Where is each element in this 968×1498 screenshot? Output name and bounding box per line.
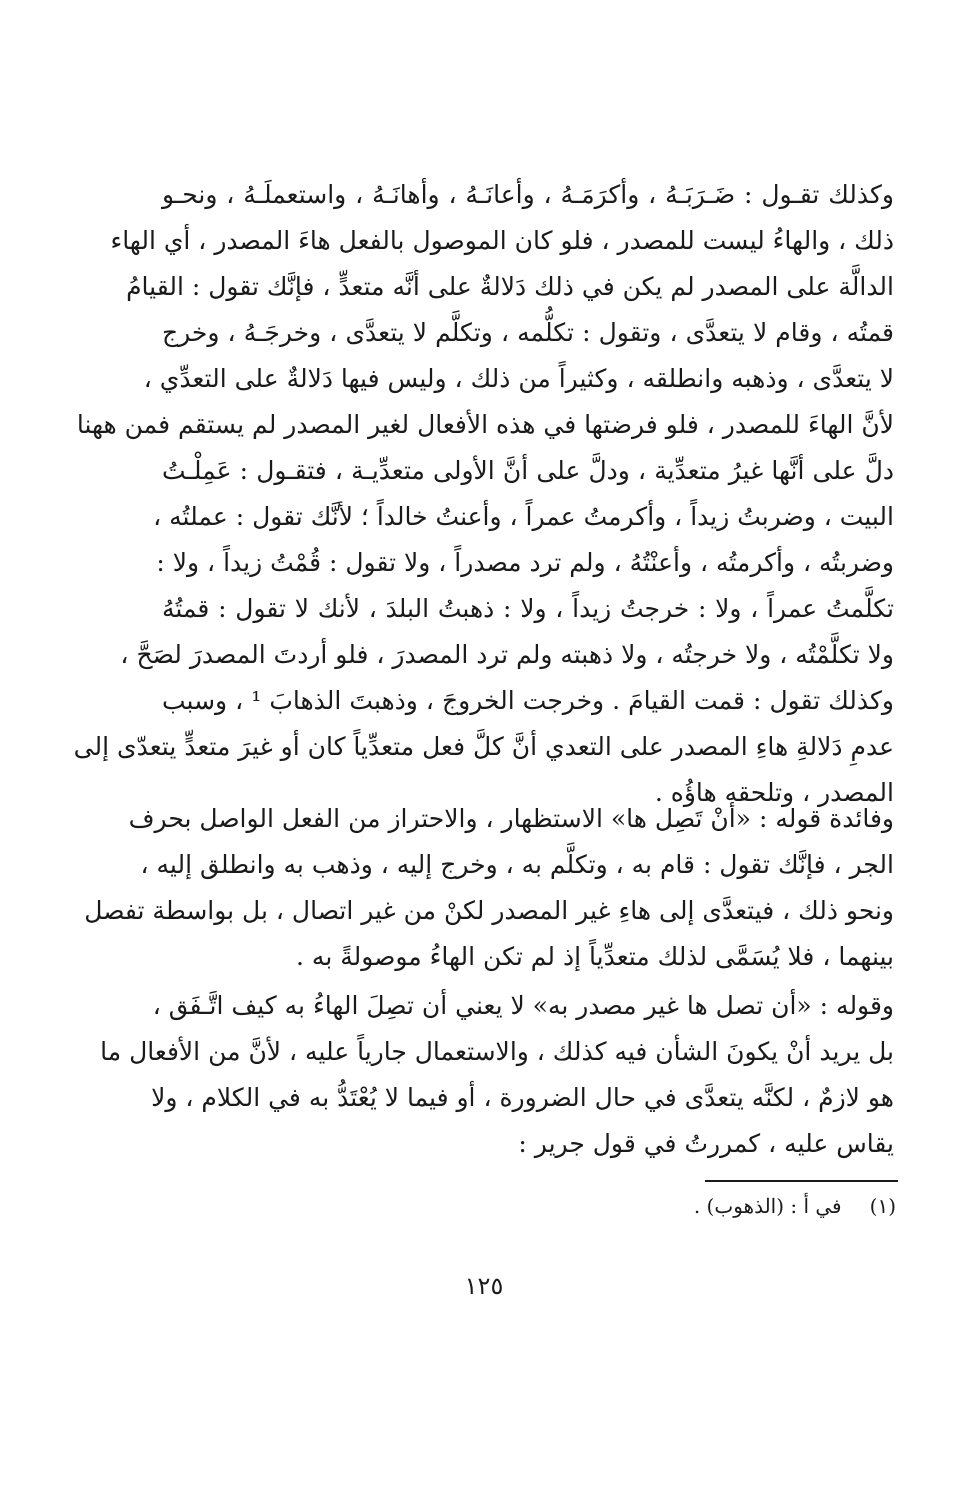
text-line: وفائدة قوله : «أنْ تَصِل ها» الاستظهار ، والاحتراز من الفعل الواصل بحرف	[128, 804, 894, 833]
text-line: البيت ، وضربتُ زيداً ، وأكرمتُ عمراً ، وأعنتُ خالداً ؛ لأنَّك تقول : عملتُه ،	[153, 502, 894, 531]
text-line: تكلَّمتُ عمراً ، ولا : خرجتُ زيداً ، ولا : ذهبتُ البلدَ ، لأنك لا تقول : قمتُهُ	[162, 594, 894, 623]
paragraph-3	[100, 983, 894, 1167]
text-line: ذلك ، والهاءُ ليست للمصدر ، فلو كان الموصول بالفعل هاءَ المصدر ، أي الهاء	[110, 226, 894, 255]
text-line: لأنَّ الهاءَ للمصدر ، فلو فرضتها في هذه الأفعال لغير المصدر لم يستقم فمن ههنا	[76, 410, 894, 439]
paragraph-2	[84, 796, 894, 980]
footnote-separator	[705, 1180, 898, 1182]
text-line: هو لازمٌ ، لكنَّه يتعدَّى في حال الضرورة ، أو فيما لا يُعْتَدُّ به في الكلام ، ولا	[151, 1083, 894, 1112]
footnote-text: في أ : (الذهوب) .	[693, 1194, 842, 1218]
text-line: يقاس عليه ، كمررتُ في قول جرير :	[518, 1129, 894, 1158]
paragraph-1	[73, 172, 894, 816]
text-line: الجر ، فإنَّك تقول : قام به ، وتكلَّم به ، وخرج إليه ، وذهب به وانطلق إليه ،	[140, 850, 894, 879]
text-line: ولا تكلَّمْتُه ، ولا خرجتُه ، ولا ذهبته ولم ترد المصدرَ ، فلو أردتَ المصدرَ لصَحَّ ،	[120, 640, 894, 669]
text-line: بل يريد أنْ يكونَ الشأن فيه كذلك ، والاستعمال جارياً عليه ، لأنَّ من الأفعال ما	[100, 1037, 894, 1066]
footnote	[496, 1188, 896, 1224]
text-line: المصدر ، وتلحقه هاؤُه .	[654, 778, 894, 807]
text-line: وضربتُه ، وأكرمتُه ، وأعنْتُهُ ، ولم ترد مصدراً ، ولا تقول : قُمْتُ زيداً ، ولا :	[156, 548, 894, 577]
footnote-number: (١)	[869, 1194, 896, 1218]
text-line: بينهما ، فلا يُسَمَّى لذلك متعدِّياً إذ لم تكن الهاءُ موصولةً به .	[296, 942, 894, 971]
text-line: عدمِ دَلالةِ هاءِ المصدر على التعدي أنَّ كلَّ فعل متعدِّياً كان أو غيرَ متعدٍّ يتعدّى إلى	[73, 732, 894, 761]
text-line: وكذلك تقول : قمت القيامَ . وخرجت الخروجَ ، وذهبتَ الذهابَ ¹ ، وسبب	[162, 686, 894, 715]
text-line: لا يتعدَّى ، وذهبه وانطلقه ، وكثيراً من ذلك ، وليس فيها دَلالةٌ على التعدِّي ،	[143, 364, 894, 393]
text-line: دلَّ على أنَّها غيرُ متعدِّية ، ودلَّ على أنَّ الأولى متعدِّيـة ، فتقـول : عَمِلْـتُ	[162, 456, 894, 485]
text-line: ونحو ذلك ، فيتعدَّى إلى هاءِ غير المصدر لكنْ من غير اتصال ، بل بواسطة تفصل	[84, 896, 894, 925]
page-number: ١٢٥	[464, 1272, 504, 1300]
text-line: الدالَّة على المصدر لم يكن في ذلك دَلالةٌ على أنَّه متعدٍّ ، فإنَّك تقول : القيامُ	[126, 272, 894, 301]
text-line: وكذلك تقـول : ضَـرَبَـهُ ، وأكرَمَـهُ ، وأعانَـهُ ، وأهانَـهُ ، واستعملَـهُ ، ونحـو	[162, 180, 894, 209]
text-line: قمتُه ، وقام لا يتعدَّى ، وتقول : تكلُّمه ، وتكلَّم لا يتعدَّى ، وخرجَـهُ ، وخرج	[162, 318, 894, 347]
text-line: وقوله : «أن تصل ها غير مصدر به» لا يعني أن تصِلَ الهاءُ به كيف اتَّـفَق ،	[152, 991, 894, 1020]
